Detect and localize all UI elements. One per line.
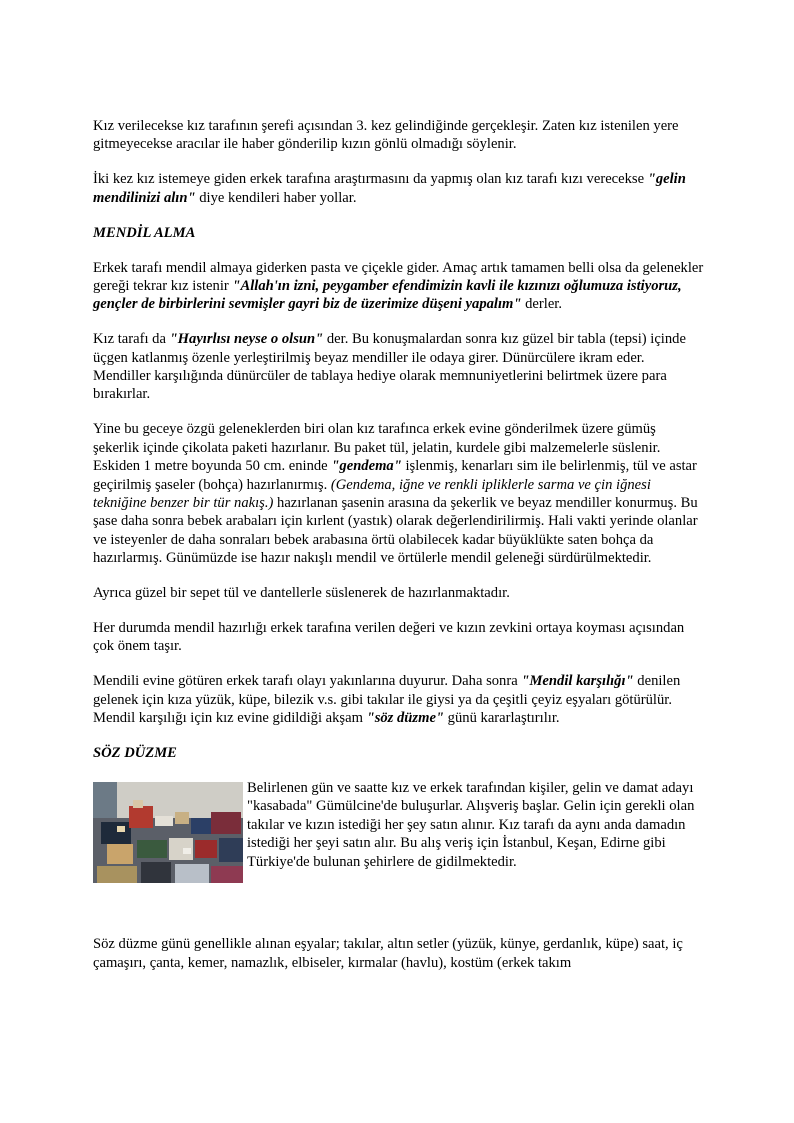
paragraph-9: Belirlenen gün ve saatte kız ve erkek tarafından kişiler, gelin ve damat adayı "kasabada" Gümülcine'de buluşurlar. Alışveriş başlar. Gelin için gerekli olan takılar ve kızın istediği her şey satın alınır. Kız tarafı da aynı anda damadın istediği her şeyi satın alır. Bu alış veriş için İstanbul, Keşan, Edirne gibi Türkiye'de bulunan şehirlere de gidilmektedir. [247, 779, 695, 870]
quote-emphasis: "Mendil karşılığı" [521, 673, 634, 690]
text-run: Kız tarafı da [93, 331, 170, 348]
text-run: işlenmiş, kenarları sim ile belirlenmiş, tül ve astar geçirilmiş şaseler (bohça) hazırlanırmış. [93, 458, 697, 493]
paragraph-4 [93, 330, 705, 404]
paragraph-1: Kız verilecekse kız tarafının şerefi açısından 3. kez gelindiğinde gerçekleşir. Zaten kız istenilen yere gitmeyecekse aracılar ile haber gönderilip kızın gönlü olmadığı söylenir. [93, 118, 679, 153]
text-run: İki kez kız istemeye giden erkek tarafına araştırmasını da yapmış olan kız tarafı kızı verecekse [93, 171, 648, 188]
paragraph-7: Her durumda mendil hazırlığı erkek tarafına verilen değeri ve kızın zevkini ortaya koyması açısından çok önem taşır. [93, 620, 685, 655]
photo-illustration [93, 782, 243, 883]
quote-emphasis: "gelin mendilinizi alın" [93, 171, 686, 206]
text-run: derler. [521, 296, 563, 313]
quote-emphasis: "Hayırlısı neyse o olsun" [169, 331, 324, 348]
text-run: Mendili evine götüren erkek tarafı olayı yakınlarına duyurur. Daha sonra [93, 673, 522, 690]
paragraph-8 [93, 672, 705, 727]
paragraph-10: Söz düzme günü genellikle alınan eşyalar; takılar, altın setler (yüzük, künye, gerdanlık, küpe) saat, iç çamaşırı, çanta, kemer, namazlık, elbiseler, kırmalar (havlu), kostüm (erkek takım [93, 936, 683, 971]
text-run: diye kendileri haber yollar. [195, 189, 357, 206]
text-run: denilen gelenek için kıza yüzük, küpe, bilezik v.s. gibi takılar ile giysi ya da çeşitli çeyiz eşyaları götürülür. Mendil karşılığı için kız evine gidildiği akşam [93, 673, 681, 727]
text-run: hazırlanan şasenin arasına da şekerlik ve beyaz mendiller konurmuş. Bu şase daha sonra bebek arabaları için kırlent (yastık) olarak değerlendirilirmiş. Hali vakti yerinde olanlar ve isteyenler de daha sonraları bebek arabasına örtü olabilecek kadar büyüklükte saten bohça da hazırlarmış. Günümüzde ise hazır nakışlı mendil ve örtülerle mendil geleneği sürdürülmektedir. [93, 495, 698, 567]
paragraph-5 [93, 420, 705, 567]
paragraph-3 [93, 259, 705, 314]
quote-emphasis: "Allah'ın izni, peygamber efendimizin kavli ile kızınızı oğlumuza istiyoruz, gençler de birbirlerini sevmişler gayri biz de üzerimize düşeni yapalım" [93, 277, 682, 313]
photo-with-text [93, 779, 705, 919]
quote-emphasis: "söz düzme" [366, 710, 445, 727]
text-run: Erkek tarafı mendil almaya giderken pasta ve çiçekle gider. Amaç artık tamamen belli olsa da gelenekler gereği tekrar kız istenir [93, 259, 704, 294]
italic-note: (Gendema, iğne ve renkli ipliklerle sarma ve çin iğnesi tekniğine benzer bir tür nakış.) [93, 476, 651, 511]
heading-soz-duzme: SÖZ DÜZME [93, 745, 177, 762]
text-run: der. Bu konuşmalardan sonra kız güzel bir tabla (tepsi) içinde üçgen katlanmış özenle yerleştirilmiş beyaz mendiller ile odaya girer. Dünürcülere ikram eder. Mendiller karşılığında dünürcüler de tablaya hediye olarak memnuniyetlerini belirtmek üzere para bırakırlar. [93, 331, 686, 403]
text-run: Yine bu geceye özgü geleneklerden biri olan kız tarafınca erkek evine gönderilmek üzere gümüş şekerlik içinde çikolata paketi hazırlanır. Bu paket tül, jelatin, kurdele gibi malzemelerle süslenir. Eskiden 1 metre boyunda 50 cm. eninde [93, 421, 661, 475]
quote-emphasis: "gendema" [331, 458, 402, 475]
shopping-items-photo [93, 782, 243, 883]
text-run: günü kararlaştırılır. [444, 710, 560, 727]
heading-mendil-alma: MENDİL ALMA [93, 224, 196, 241]
article-body [93, 117, 705, 989]
paragraph-6: Ayrıca güzel bir sepet tül ve dantellerle süslenerek de hazırlanmaktadır. [93, 585, 510, 602]
paragraph-2 [93, 170, 705, 207]
